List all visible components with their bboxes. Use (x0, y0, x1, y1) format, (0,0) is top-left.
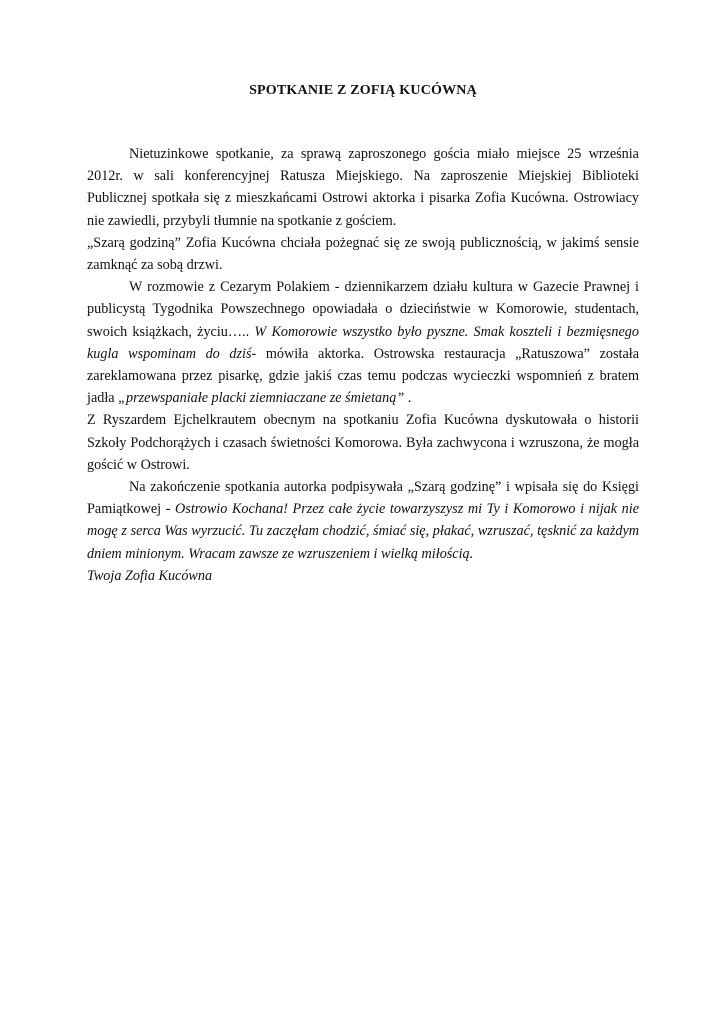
page-title: SPOTKANIE Z ZOFIĄ KUCÓWNĄ (249, 83, 477, 98)
signature: Twoja Zofia Kucówna (87, 567, 213, 584)
closing-text: Na zakończenie spotkania autorka podpisywała „Szarą godzinę” i wpisała się do Księgi Pamiątkowej - (87, 479, 639, 518)
paragraph-interview (87, 276, 639, 409)
interview-text-c: . (404, 390, 412, 407)
paragraph-ejchelkraut: Z Ryszardem Ejchelkrautem obecnym na spotkaniu Zofia Kucówna dyskutowała o historii Szkoły Podchorążych i czasach świetności Komorowa. Była zachwycona i wzruszona, że mogła gościć w Ostrowi. (87, 412, 639, 473)
interview-text-a: W rozmowie z Cezarym Polakiem - dziennikarzem działu kultura w Gazecie Prawnej i publicystą Tygodnika Powszechnego opowiadała o dzieciństwie w Komorowie, studentach, swoich książkach, życiu….. (87, 279, 639, 340)
interview-quote-komorowo: W Komorowie wszystko było pyszne. Smak koszteli i bezmięsnego kugla wspominam do dziś (87, 323, 639, 362)
paragraph-szara-godzina: „Szarą godziną” Zofia Kucówna chciała pożegnać się ze swoją publicznością, w jakimś sensie zamknąć za sobą drzwi. (87, 234, 639, 274)
interview-text-b: - mówiła aktorka. Ostrowska restauracja „Ratuszowa” została zareklamowana przez pisarkę, gdzie jakiś czas temu podczas wycieczki wspomnień z bratem jadła (87, 345, 639, 407)
document-page (87, 0, 639, 1024)
guestbook-quote: Ostrowio Kochana! Przez całe życie towarzyszysz mi Ty i Komorowo i nijak nie mogę z serca Was wyrzucić. Tu zaczęłam chodzić, śmiać się, płakać, wzruszać, tęsknić za każdym dniem minionym. Wracam zawsze ze wzruszeniem i wielką miłością. (87, 501, 639, 562)
paragraph-closing (87, 476, 639, 565)
interview-quote-placki: „przewspaniałe placki ziemniaczane ze śmietaną” (118, 390, 405, 407)
article-body (87, 143, 639, 587)
paragraph-intro: Nietuzinkowe spotkanie, za sprawą zaproszonego gościa miało miejsce 25 września 2012r. w sali konferencyjnej Ratusza Miejskiego. Na zaproszenie Miejskiej Biblioteki Publicznej spotkała się z mieszkańcami Ostrowi aktorka i pisarka Zofia Kucówna. Ostrowiacy nie zawiedli, przybyli tłumnie na spotkanie z gościem. (87, 146, 639, 229)
